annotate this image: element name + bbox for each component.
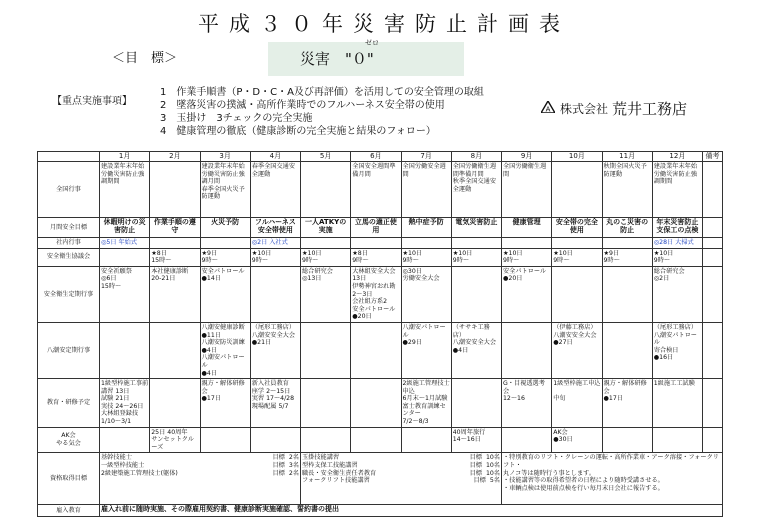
cert-field: 目標 <box>469 454 482 462</box>
cell-national-6: 全国安全週間準備月間 <box>351 162 401 218</box>
cert-note: 丸ノコ等は随時行う事とします。 <box>503 469 596 477</box>
cell-hachioji-7: 八潮安パトロール ●29日 <box>401 322 451 378</box>
cert-field: 玉掛技能講習 <box>302 454 340 462</box>
cell-education-8 <box>451 379 501 428</box>
cell-patrol-4 <box>250 266 300 322</box>
priority-item-1: 1 作業手順書（P・D・C・A及び再評価）を活用しての安全管理の取組 <box>160 87 484 98</box>
cell-national-2 <box>150 162 200 218</box>
cell-national-1: 建設業年末年始労働災害防止強調期間 <box>100 162 150 218</box>
corner-cell <box>38 152 100 162</box>
month-header-row <box>38 152 723 162</box>
remarks-cell-patrol <box>703 266 723 322</box>
cell-events-8 <box>451 238 501 249</box>
certs-label: 資格取得目標 <box>38 453 100 505</box>
cell-national-10 <box>552 162 602 218</box>
cert-target <box>302 477 500 485</box>
month-header-9: 9月 <box>502 152 552 162</box>
cell-ak-7 <box>401 427 451 453</box>
priority-item-2: 2 墜落災害の撲滅・高所作業時でのフルハーネス安全帯の使用 <box>160 100 445 111</box>
cell-monthly_goal-12: 年末災害防止支保工の点検 <box>652 218 702 238</box>
cert-field: 基幹技能士 <box>101 454 132 462</box>
cert-field: 2名 <box>288 469 299 477</box>
cell-events-12: ◎28日 大掃式 <box>652 238 702 249</box>
cert-field: 10名 <box>485 469 500 477</box>
cell-ak-3 <box>200 427 250 453</box>
cell-patrol-1: 安全祈願祭 ◎6日 15時～ <box>100 266 150 322</box>
cert-field: 2級建築施工管理技士(躯体) <box>101 469 178 477</box>
remarks-cell-national <box>703 162 723 218</box>
cell-education-3: 親方・解体研修会 ●17日 <box>200 379 250 428</box>
cell-council-5: ★10日 9時～ <box>301 248 351 266</box>
cell-hachioji-9 <box>502 322 552 378</box>
goal-text: 災害 "０" <box>300 50 374 68</box>
month-header-2: 2月 <box>150 152 200 162</box>
cell-monthly_goal-4: フルハーネス安全帯使用 <box>250 218 300 238</box>
cell-monthly_goal-10: 安全帯の完全使用 <box>552 218 602 238</box>
priority-item-3: 3 玉掛け 3チェックの完全実施 <box>160 113 313 124</box>
cert-field: 目標 <box>469 469 482 477</box>
cell-events-5 <box>301 238 351 249</box>
cert-note: ・技能講習等の取得希望者の日程により随時受講させる。 <box>503 477 664 485</box>
cell-council-12: ★10日 9時～ <box>652 248 702 266</box>
cell-education-10: 1級型枠施工申込 中旬 <box>552 379 602 428</box>
remarks-cell-events <box>703 238 723 249</box>
company-logo-icon <box>541 101 555 113</box>
cell-events-10 <box>552 238 602 249</box>
cell-patrol-3: 安全パトロール ●14日 <box>200 266 250 322</box>
cert-target <box>101 454 299 462</box>
cert-field: 職長・安全衛生責任者教育 <box>302 469 377 477</box>
priority-item-4: 4 健康管理の徹底（健康診断の完全実施と結果のフォロー） <box>160 126 436 137</box>
month-header-8: 8月 <box>451 152 501 162</box>
cell-council-7: ★10日 9時～ <box>401 248 451 266</box>
cell-patrol-12: 総合研究会 ◎2日 <box>652 266 702 322</box>
row-label-ak: AK会 やる気会 <box>38 427 100 453</box>
cell-national-12: 建設業年末年始労働災害防止強調期間 <box>652 162 702 218</box>
cert-target <box>101 462 299 470</box>
remarks-cell-education <box>703 379 723 428</box>
row-label-national: 全国行事 <box>38 162 100 218</box>
cert-note: ・車輌点検は使用前点検を行い毎月末日会社に報告する。 <box>503 484 664 492</box>
cell-patrol-6: 大林組安全大会 13日 伊勢神宮おれ勘 2～3日 会社組方系2 安全パトロール ●20日 <box>351 266 401 322</box>
cell-council-10: ★10日 9時～ <box>552 248 602 266</box>
cert-field: 目標 <box>272 454 285 462</box>
goal-ruby: ゼロ <box>365 39 379 47</box>
cert-field: 5名 <box>489 477 500 485</box>
cell-hachioji-5 <box>301 322 351 378</box>
cell-education-11: 親方・解体研修会 ●17日 <box>602 379 652 428</box>
cell-events-9 <box>502 238 552 249</box>
row-monthly-goal <box>38 218 723 238</box>
row-label-council: 安全衛生協議会 <box>38 248 100 266</box>
row-hachioji <box>38 322 723 378</box>
cell-patrol-9: 安全パトロール ●20日 <box>502 266 552 322</box>
cert-target <box>302 454 500 462</box>
cell-hachioji-11 <box>602 322 652 378</box>
cell-education-12: 1級施工工試験 <box>652 379 702 428</box>
footer-text: 雇入れ前に随時実施、その際雇用契約書、健康診断実施確認、誓約書の提出 <box>100 505 723 517</box>
cell-ak-11 <box>602 427 652 453</box>
cell-ak-4 <box>250 427 300 453</box>
cell-national-7: 全国労働安全週間 <box>401 162 451 218</box>
cell-events-3 <box>200 238 250 249</box>
row-label-education: 教育・研修予定 <box>38 379 100 428</box>
certs-col2 <box>301 453 502 505</box>
month-header-4: 4月 <box>250 152 300 162</box>
cell-events-6 <box>351 238 401 249</box>
cell-patrol-8 <box>451 266 501 322</box>
cert-field: 一級型枠技能士 <box>101 462 145 470</box>
cell-hachioji-3: 八潮安健康診断 ●11日 八潮安防災訓練 ●4日 八潮安パトロール ●4日 <box>200 322 250 378</box>
remarks-cell-monthly_goal <box>703 218 723 238</box>
cell-patrol-10 <box>552 266 602 322</box>
cert-field: 10名 <box>485 454 500 462</box>
cell-education-4: 新入社員教育 座学 2～15日 実習 17～4/28 現場配属 5/7 <box>250 379 300 428</box>
cell-national-9: 全国労働衛生週間 <box>502 162 552 218</box>
cert-target <box>302 462 500 470</box>
cell-hachioji-6 <box>351 322 401 378</box>
certs-col1 <box>100 453 301 505</box>
cell-education-7: 2級施工管理技士申込 6月末～1月試験 富士教育訓練センター 7/2～8/3 <box>401 379 451 428</box>
cell-hachioji-4: （尾形工務店） 八潮安安全大会 ●21日 <box>250 322 300 378</box>
certs-notes <box>502 453 723 505</box>
cell-education-6 <box>351 379 401 428</box>
cell-education-1: 1級型枠施工事前講習 13日 試験 21日 実技 24～26日 大林組登録技 1/10～3/1 <box>100 379 150 428</box>
cell-patrol-7: ◎30日 労働安全大会 <box>401 266 451 322</box>
cell-education-9: G・目視透選考会 12～16 <box>502 379 552 428</box>
row-council <box>38 248 723 266</box>
plan-table <box>37 151 723 517</box>
cert-field: フォークリフト技能講習 <box>302 477 370 485</box>
cell-monthly_goal-5: 一人ATKYの実施 <box>301 218 351 238</box>
cell-national-3: 建設業年末年始労働災害防止強調月間 春季全国火災予防運動 <box>200 162 250 218</box>
svg-text:A: A <box>545 105 551 113</box>
cell-ak-1 <box>100 427 150 453</box>
cell-events-7 <box>401 238 451 249</box>
row-certs <box>38 453 723 505</box>
row-label-events: 社内行事 <box>38 238 100 249</box>
row-label-hachioji: 八潮安定期行事 <box>38 322 100 378</box>
cell-patrol-2: 本社健康診断 20-21日 <box>150 266 200 322</box>
cert-field: 2名 <box>288 454 299 462</box>
goal-label: ＜目 標＞ <box>112 51 178 66</box>
company-name: 荒井工務店 <box>612 100 688 118</box>
cert-target <box>101 470 299 478</box>
remarks-cell-ak <box>703 427 723 453</box>
cell-patrol-5: 総合研究会 ◎13日 <box>301 266 351 322</box>
cell-council-1 <box>100 248 150 266</box>
row-label-monthly_goal: 月間安全目標 <box>38 218 100 238</box>
cell-monthly_goal-11: 丸のこ災害の防止 <box>602 218 652 238</box>
row-national <box>38 162 723 218</box>
cell-monthly_goal-3: 火災予防 <box>200 218 250 238</box>
cell-ak-6 <box>351 427 401 453</box>
row-ak <box>38 427 723 453</box>
cell-council-11: ★9日 9時～ <box>602 248 652 266</box>
cell-council-2: ★8日 15時～ <box>150 248 200 266</box>
cell-education-5 <box>301 379 351 428</box>
month-header-11: 11月 <box>602 152 652 162</box>
cell-ak-12 <box>652 427 702 453</box>
footer-label: 雇入教育 <box>38 505 100 517</box>
cell-hachioji-8: （ササキ工務店） 八潮安安全大会 ●4日 <box>451 322 501 378</box>
month-header-12: 12月 <box>652 152 702 162</box>
cert-field: 3名 <box>288 462 299 470</box>
cell-ak-2: 25日 40周年 サンセットクルーズ <box>150 427 200 453</box>
cell-council-8: ★10日 9時～ <box>451 248 501 266</box>
cell-ak-5 <box>301 427 351 453</box>
cell-national-4: 春季全国交通安全運動 <box>250 162 300 218</box>
month-header-7: 7月 <box>401 152 451 162</box>
cell-hachioji-1 <box>100 322 150 378</box>
cell-ak-10: AK会 ●30日 <box>552 427 602 453</box>
cert-field: 目標 <box>473 477 486 485</box>
cell-council-4: ★10日 9時～ <box>250 248 300 266</box>
company-prefix: 株式会社 <box>560 102 609 116</box>
priorities-label: 【重点実施事項】 <box>52 96 132 107</box>
cell-monthly_goal-2: 作業手順の遵守 <box>150 218 200 238</box>
cell-national-11: 秋期全国火災予防運動 <box>602 162 652 218</box>
cell-national-8: 全国労働衛生週間準備月間 秋季全国交通安全運動 <box>451 162 501 218</box>
cell-council-3: ★9日 9時～ <box>200 248 250 266</box>
cell-monthly_goal-9: 健康管理 <box>502 218 552 238</box>
cell-council-9: ★10日 9時～ <box>502 248 552 266</box>
row-label-patrol: 安全衛生定期行事 <box>38 266 100 322</box>
cell-hachioji-2 <box>150 322 200 378</box>
cell-events-1: ◎5日 年始式 <box>100 238 150 249</box>
cell-ak-8: 40周年旅行 14～16日 <box>451 427 501 453</box>
cell-ak-9 <box>502 427 552 453</box>
cell-monthly_goal-6: 立馬の適正使用 <box>351 218 401 238</box>
cell-national-5 <box>301 162 351 218</box>
month-header-10: 10月 <box>552 152 602 162</box>
cell-monthly_goal-1: 休暇明けの災害防止 <box>100 218 150 238</box>
row-footer <box>38 505 723 517</box>
cert-field: 目標 <box>469 462 482 470</box>
cell-hachioji-12: （尾形工務店） 八潮安パトロール 寄合検日 ●16日 <box>652 322 702 378</box>
cell-events-4: ◎2日 入社式 <box>250 238 300 249</box>
cell-education-2 <box>150 379 200 428</box>
month-header-1: 1月 <box>100 152 150 162</box>
month-header-6: 6月 <box>351 152 401 162</box>
cert-field: 目標 <box>272 462 285 470</box>
remarks-header: 備考 <box>703 152 723 162</box>
cert-note: ・特別教育のリフト・クレーンの運転・高所作業車・アーク溶接・フォークリフト・ <box>503 454 719 470</box>
cert-field: 目標 <box>272 469 285 477</box>
month-header-5: 5月 <box>301 152 351 162</box>
cell-council-6: ★8日 9時～ <box>351 248 401 266</box>
page-title: 平成３０年災害防止計画表 <box>198 12 570 36</box>
cell-events-2 <box>150 238 200 249</box>
cell-monthly_goal-8: 電気災害防止 <box>451 218 501 238</box>
month-header-3: 3月 <box>200 152 250 162</box>
row-patrol <box>38 266 723 322</box>
cell-events-11 <box>602 238 652 249</box>
row-events <box>38 238 723 249</box>
cert-field: 10名 <box>485 462 500 470</box>
cell-hachioji-10: （伊藤工務店） 八潮安安全大会 ●27日 <box>552 322 602 378</box>
cell-monthly_goal-7: 熱中症予防 <box>401 218 451 238</box>
cert-field: 型枠支保工技能講習 <box>302 462 358 470</box>
remarks-cell-council <box>703 248 723 266</box>
cell-patrol-11 <box>602 266 652 322</box>
row-education <box>38 379 723 428</box>
remarks-cell-hachioji <box>703 322 723 378</box>
